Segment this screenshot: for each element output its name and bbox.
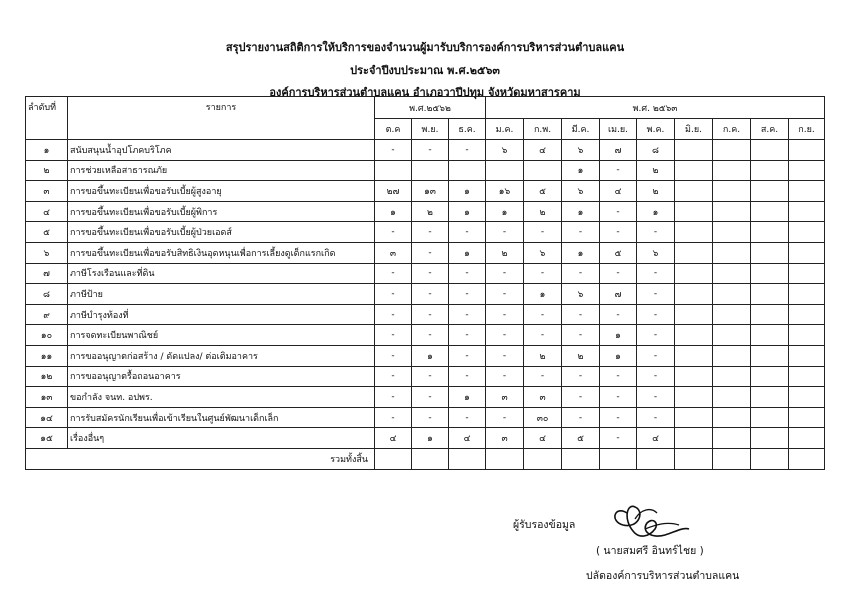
month-value-cell (751, 304, 789, 325)
row-number: ๕ (26, 222, 68, 243)
row-number: ๔ (26, 201, 68, 222)
month-value-cell (751, 428, 789, 449)
month-value-cell: - (375, 325, 412, 346)
month-value-cell (675, 366, 713, 387)
month-value-cell (713, 181, 751, 202)
month-value-cell: - (486, 263, 524, 284)
month-value-cell: ๖ (637, 242, 675, 263)
month-value-cell (713, 140, 751, 161)
month-value-cell: ๖ (562, 284, 600, 305)
month-value-cell: ๔ (524, 140, 562, 161)
row-item: การขอขึ้นทะเบียนเพื่อขอรับเบี้ยผู้ป่วยเอดส์ (68, 222, 375, 243)
month-value-cell: ๓ (486, 387, 524, 408)
month-value-cell: - (449, 407, 486, 428)
month-value-cell (713, 428, 751, 449)
month-value-cell (751, 345, 789, 366)
row-item: การขอขึ้นทะเบียนเพื่อขอรับสิทธิเงินอุดหนุนเพื่อการเลี้ยงดูเด็กแรกเกิด (68, 242, 375, 263)
month-value-cell (675, 345, 713, 366)
month-value-cell: - (449, 140, 486, 161)
month-header: ต.ค (375, 119, 412, 140)
total-cell (751, 448, 789, 469)
month-value-cell: - (412, 242, 449, 263)
month-value-cell (713, 387, 751, 408)
month-value-cell (789, 304, 825, 325)
month-value-cell: ๔ (524, 428, 562, 449)
row-number: ๑๕ (26, 428, 68, 449)
total-cell (449, 448, 486, 469)
month-value-cell (789, 160, 825, 181)
month-value-cell: - (562, 325, 600, 346)
month-value-cell: - (412, 304, 449, 325)
month-value-cell: ๒ (637, 160, 675, 181)
month-value-cell (713, 407, 751, 428)
month-value-cell: ๑ (486, 201, 524, 222)
table-row (26, 160, 825, 181)
report-subtitle: ประจำปีงบประมาณ พ.ศ.๒๕๖๓ (350, 64, 500, 77)
row-number: ๑ (26, 140, 68, 161)
month-value-cell (713, 160, 751, 181)
row-number: ๓ (26, 181, 68, 202)
month-value-cell: ๔ (449, 428, 486, 449)
month-header: ธ.ค. (449, 119, 486, 140)
month-header: เม.ย. (600, 119, 637, 140)
month-value-cell: - (637, 263, 675, 284)
month-value-cell: - (449, 304, 486, 325)
month-value-cell: - (524, 325, 562, 346)
month-value-cell (751, 387, 789, 408)
month-value-cell: ๑ (375, 201, 412, 222)
month-value-cell: ๑ (600, 345, 637, 366)
certifier-position: ปลัดองค์การบริหารส่วนตำบลแคน (586, 570, 740, 582)
month-value-cell: - (637, 366, 675, 387)
month-value-cell (713, 284, 751, 305)
total-cell (524, 448, 562, 469)
month-value-cell: ๑ (637, 201, 675, 222)
month-value-cell: ๑ (449, 201, 486, 222)
month-value-cell (675, 201, 713, 222)
total-cell (412, 448, 449, 469)
month-value-cell: - (449, 222, 486, 243)
total-cell (675, 448, 713, 469)
month-value-cell: ๖ (486, 140, 524, 161)
table-row (26, 263, 825, 284)
total-cell (713, 448, 751, 469)
month-value-cell: - (600, 160, 637, 181)
month-value-cell (713, 201, 751, 222)
month-value-cell: ๓ (486, 428, 524, 449)
row-item: การรับสมัครนักเรียนเพื่อเข้าเรียนในศูนย์พัฒนาเด็กเล็ก (68, 407, 375, 428)
year-header-2562: พ.ศ.๒๕๖๒ (375, 97, 486, 119)
table-row (26, 407, 825, 428)
month-value-cell: - (600, 304, 637, 325)
month-value-cell: - (449, 366, 486, 387)
month-value-cell: - (486, 304, 524, 325)
month-value-cell: - (562, 366, 600, 387)
month-value-cell (789, 407, 825, 428)
month-value-cell: ๕ (600, 242, 637, 263)
month-value-cell (675, 325, 713, 346)
month-value-cell: ๑ (524, 284, 562, 305)
month-value-cell (524, 160, 562, 181)
month-value-cell: - (562, 387, 600, 408)
month-value-cell: ๔ (637, 428, 675, 449)
table-row (26, 284, 825, 305)
row-item: ภาษีโรงเรือนและที่ดิน (68, 263, 375, 284)
month-header: มี.ค. (562, 119, 600, 140)
month-value-cell (713, 263, 751, 284)
month-value-cell: ๓ (524, 387, 562, 408)
certifier-label: ผู้รับรองข้อมูล (513, 519, 576, 531)
total-cell (486, 448, 524, 469)
total-cell (789, 448, 825, 469)
month-value-cell: - (524, 222, 562, 243)
month-value-cell (713, 242, 751, 263)
month-value-cell: ๒ (524, 201, 562, 222)
month-value-cell (751, 242, 789, 263)
month-value-cell (449, 160, 486, 181)
month-value-cell: ๒๗ (375, 181, 412, 202)
month-value-cell (412, 160, 449, 181)
row-number: ๙ (26, 304, 68, 325)
month-value-cell: - (562, 222, 600, 243)
month-value-cell (751, 181, 789, 202)
month-value-cell (789, 366, 825, 387)
row-number: ๑๔ (26, 407, 68, 428)
month-value-cell (751, 222, 789, 243)
month-value-cell (789, 242, 825, 263)
month-value-cell: - (637, 304, 675, 325)
month-value-cell: ๘ (637, 140, 675, 161)
month-value-cell: - (375, 366, 412, 387)
header-row-years (26, 97, 825, 119)
month-value-cell (789, 325, 825, 346)
row-item: ภาษีป้าย (68, 284, 375, 305)
month-value-cell: - (637, 407, 675, 428)
table-row (26, 387, 825, 408)
row-number: ๑๐ (26, 325, 68, 346)
month-header: ส.ค. (751, 119, 789, 140)
month-value-cell: - (375, 387, 412, 408)
month-value-cell: - (375, 263, 412, 284)
row-number: ๒ (26, 160, 68, 181)
row-item: การขออนุญาตรื้อถอนอาคาร (68, 366, 375, 387)
month-value-cell: ๒ (486, 242, 524, 263)
row-item: การขออนุญาตก่อสร้าง / ดัดแปลง/ ต่อเติมอาคาร (68, 345, 375, 366)
month-value-cell: - (375, 345, 412, 366)
row-number: ๑๒ (26, 366, 68, 387)
report-org-line: องค์การบริหารส่วนตำบลแคน อำเภอวาปีปทุม จังหวัดมหาสารคาม (269, 86, 581, 99)
month-value-cell: - (486, 366, 524, 387)
month-value-cell: ๖ (524, 242, 562, 263)
month-value-cell (751, 201, 789, 222)
month-value-cell (789, 181, 825, 202)
month-value-cell: ๑ (449, 181, 486, 202)
month-value-cell (675, 263, 713, 284)
month-value-cell: - (449, 345, 486, 366)
month-value-cell (675, 407, 713, 428)
month-value-cell: - (486, 222, 524, 243)
month-value-cell: - (486, 325, 524, 346)
table-row (26, 222, 825, 243)
month-value-cell: - (375, 407, 412, 428)
month-header: พ.ค. (637, 119, 675, 140)
column-header-no: ลำดับที่ (26, 97, 68, 140)
month-value-cell: - (600, 201, 637, 222)
month-value-cell: ๑๓ (412, 181, 449, 202)
month-value-cell: - (637, 345, 675, 366)
month-value-cell (789, 387, 825, 408)
table-row (26, 366, 825, 387)
row-number: ๖ (26, 242, 68, 263)
month-value-cell: - (637, 222, 675, 243)
row-item: การขอขึ้นทะเบียนเพื่อขอรับเบี้ยผู้พิการ (68, 201, 375, 222)
certifier-name: ( นายสมศรี อินทร์ไชย ) (596, 545, 704, 557)
month-value-cell: - (412, 263, 449, 284)
month-value-cell: - (524, 304, 562, 325)
year-header-2563: พ.ศ. ๒๕๖๓ (486, 97, 825, 119)
month-value-cell (713, 222, 751, 243)
month-value-cell (675, 160, 713, 181)
month-value-cell: ๑ (562, 201, 600, 222)
row-item: การช่วยเหลือสาธารณภัย (68, 160, 375, 181)
total-row (26, 448, 825, 469)
month-value-cell: - (486, 407, 524, 428)
month-value-cell: - (412, 140, 449, 161)
month-value-cell: ๑ (600, 325, 637, 346)
row-number: ๗ (26, 263, 68, 284)
month-value-cell: - (524, 366, 562, 387)
row-number: ๑๓ (26, 387, 68, 408)
row-item: สนับสนุนน้ำอุปโภคบริโภค (68, 140, 375, 161)
column-header-item: รายการ (68, 97, 375, 140)
month-value-cell: ๖ (562, 181, 600, 202)
month-value-cell (751, 284, 789, 305)
month-value-cell: - (562, 407, 600, 428)
month-value-cell: - (600, 428, 637, 449)
month-value-cell: ๔ (375, 428, 412, 449)
month-value-cell (675, 242, 713, 263)
month-value-cell (751, 140, 789, 161)
month-value-cell (751, 366, 789, 387)
month-value-cell: ๑๖ (486, 181, 524, 202)
table-row (26, 181, 825, 202)
month-value-cell: - (637, 387, 675, 408)
month-value-cell (789, 345, 825, 366)
table-row (26, 428, 825, 449)
month-value-cell: ๕ (562, 428, 600, 449)
report-title: สรุปรายงานสถิติการให้บริการของจำนวนผู้มารับบริการองค์การบริหารส่วนตำบลแคน (225, 41, 625, 54)
month-value-cell: ๑ (562, 160, 600, 181)
month-value-cell: - (600, 407, 637, 428)
month-value-cell (751, 160, 789, 181)
month-value-cell: - (449, 284, 486, 305)
row-item: การขอขึ้นทะเบียนเพื่อขอรับเบี้ยผู้สูงอายุ (68, 181, 375, 202)
month-value-cell (751, 263, 789, 284)
month-value-cell: ๑ (412, 345, 449, 366)
month-value-cell: ๓๐ (524, 407, 562, 428)
month-value-cell: ๑ (412, 428, 449, 449)
statistics-table (25, 96, 825, 470)
month-value-cell (751, 325, 789, 346)
row-item: เรื่องอื่นๆ (68, 428, 375, 449)
month-header: ก.พ. (524, 119, 562, 140)
total-cell (637, 448, 675, 469)
month-value-cell: - (412, 325, 449, 346)
table-row (26, 140, 825, 161)
month-value-cell: ๓ (375, 242, 412, 263)
month-value-cell: - (600, 366, 637, 387)
total-cell (600, 448, 637, 469)
month-value-cell: - (600, 387, 637, 408)
total-cell (562, 448, 600, 469)
month-value-cell (789, 201, 825, 222)
month-value-cell: - (562, 304, 600, 325)
month-value-cell: ๒ (562, 345, 600, 366)
month-value-cell (375, 160, 412, 181)
month-value-cell: - (600, 263, 637, 284)
month-value-cell (789, 222, 825, 243)
row-number: ๑๑ (26, 345, 68, 366)
month-value-cell: - (637, 284, 675, 305)
month-value-cell (789, 284, 825, 305)
month-value-cell: - (412, 387, 449, 408)
month-value-cell: - (375, 304, 412, 325)
month-value-cell (789, 140, 825, 161)
month-value-cell: ๗ (600, 140, 637, 161)
month-value-cell (713, 366, 751, 387)
row-item: การจดทะเบียนพาณิชย์ (68, 325, 375, 346)
month-value-cell: - (375, 222, 412, 243)
row-item: ภาษีบำรุงท้องที่ (68, 304, 375, 325)
month-value-cell: ๑ (449, 387, 486, 408)
table-row (26, 304, 825, 325)
month-value-cell: - (637, 325, 675, 346)
month-value-cell (675, 181, 713, 202)
month-value-cell: - (600, 222, 637, 243)
total-cell (375, 448, 412, 469)
month-header: ม.ค. (486, 119, 524, 140)
month-value-cell (713, 325, 751, 346)
month-value-cell: - (449, 263, 486, 284)
table-row (26, 345, 825, 366)
month-value-cell (713, 304, 751, 325)
table-body (26, 140, 825, 470)
month-value-cell (789, 428, 825, 449)
month-value-cell: - (486, 345, 524, 366)
month-value-cell: ๔ (600, 181, 637, 202)
month-value-cell: ๕ (524, 181, 562, 202)
month-value-cell: - (486, 284, 524, 305)
month-value-cell (751, 407, 789, 428)
table-row (26, 325, 825, 346)
month-value-cell (675, 428, 713, 449)
month-value-cell: - (449, 325, 486, 346)
month-value-cell (675, 387, 713, 408)
month-value-cell: - (562, 263, 600, 284)
month-header: ก.ค. (713, 119, 751, 140)
month-value-cell: ๒ (637, 181, 675, 202)
month-value-cell: - (524, 263, 562, 284)
month-value-cell: ๑ (449, 242, 486, 263)
month-value-cell: - (375, 284, 412, 305)
row-number: ๘ (26, 284, 68, 305)
month-value-cell (675, 222, 713, 243)
total-label: รวมทั้งสิ้น (26, 448, 375, 469)
month-header: มิ.ย. (675, 119, 713, 140)
month-value-cell: ๑ (562, 242, 600, 263)
month-value-cell: - (412, 366, 449, 387)
month-value-cell: ๗ (600, 284, 637, 305)
month-value-cell (675, 304, 713, 325)
month-header: ก.ย. (789, 119, 825, 140)
month-value-cell: ๒ (412, 201, 449, 222)
month-value-cell: - (412, 284, 449, 305)
row-item: ขอกำลัง จนท. อปพร. (68, 387, 375, 408)
month-value-cell (675, 140, 713, 161)
month-header: พ.ย. (412, 119, 449, 140)
month-value-cell: - (412, 222, 449, 243)
month-value-cell: - (375, 140, 412, 161)
month-value-cell: ๖ (562, 140, 600, 161)
month-value-cell (713, 345, 751, 366)
table-row (26, 242, 825, 263)
month-value-cell (675, 284, 713, 305)
month-value-cell: ๒ (524, 345, 562, 366)
month-value-cell (789, 263, 825, 284)
month-value-cell: - (412, 407, 449, 428)
table-row (26, 201, 825, 222)
month-value-cell (486, 160, 524, 181)
